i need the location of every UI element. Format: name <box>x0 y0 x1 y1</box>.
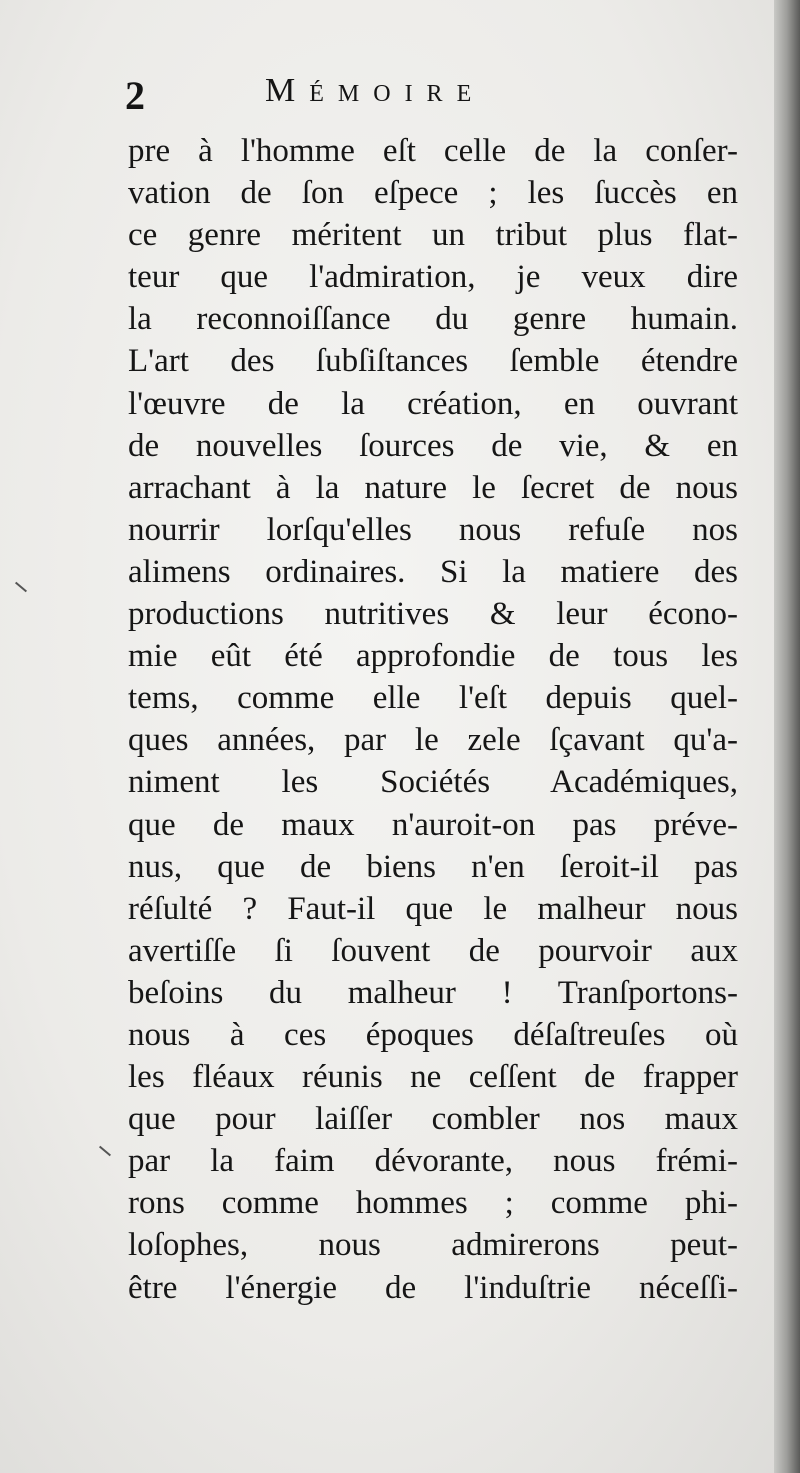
text-line: pre à l'homme eſt celle de la conſer- <box>128 133 738 169</box>
running-title: Mémoire <box>265 72 486 109</box>
text-line: beſoins du malheur ! Tranſportons- <box>128 974 738 1011</box>
text-line: les fléaux réunis ne ceſſent de frapper <box>128 1059 738 1096</box>
margin-mark <box>99 1146 111 1157</box>
text-line: nourrir lorſqu'elles nous refuſe nos <box>128 511 738 548</box>
text-line: arrachant à la nature le ſecret de nous <box>128 469 738 506</box>
text-line: teur que l'admiration, je veux dire <box>128 259 738 296</box>
body-text <box>128 130 738 1309</box>
text-line: alimens ordinaires. Si la matiere des <box>128 553 738 590</box>
text-line: la reconnoiſſance du genre humain. <box>128 301 738 338</box>
text-line: productions nutritives & leur écono- <box>128 596 738 633</box>
text-line: que pour laiſſer combler nos maux <box>128 1101 738 1138</box>
text-line: ce genre méritent un tribut plus flat- <box>128 217 738 254</box>
text-line: loſophes, nous admirerons peut- <box>128 1227 738 1264</box>
text-line: de nouvelles ſources de vie, & en <box>128 427 738 464</box>
text-line: être l'énergie de l'induſtrie néceſſi- <box>128 1269 738 1306</box>
text-line: l'œuvre de la création, en ouvrant <box>128 385 738 422</box>
text-line: rons comme hommes ; comme phi- <box>128 1185 738 1222</box>
text-line: niment les Sociétés Académiques, <box>128 764 738 801</box>
text-line: ques années, par le zele ſçavant qu'a- <box>128 722 738 759</box>
text-line: réſulté ? Faut-il que le malheur nous <box>128 890 738 927</box>
text-line: que de maux n'auroit-on pas préve- <box>128 806 738 843</box>
page-number: 2 <box>125 73 145 118</box>
text-line: par la faim dévorante, nous frémi- <box>128 1143 738 1180</box>
text-line: vation de ſon eſpece ; les ſuccès en <box>128 175 738 212</box>
margin-mark <box>15 582 27 593</box>
text-line: nus, que de biens n'en ſeroit-il pas <box>128 848 738 885</box>
text-line: mie eût été approfondie de tous les <box>128 638 738 675</box>
book-spine-shadow <box>774 0 800 1473</box>
text-line: avertiſſe ſi ſouvent de pourvoir aux <box>128 932 738 969</box>
text-line: L'art des ſubſiſtances ſemble étendre <box>128 343 738 380</box>
page-header <box>125 72 745 122</box>
text-line: nous à ces époques déſaſtreuſes où <box>128 1016 738 1053</box>
text-line: tems, comme elle l'eſt depuis quel- <box>128 680 738 717</box>
